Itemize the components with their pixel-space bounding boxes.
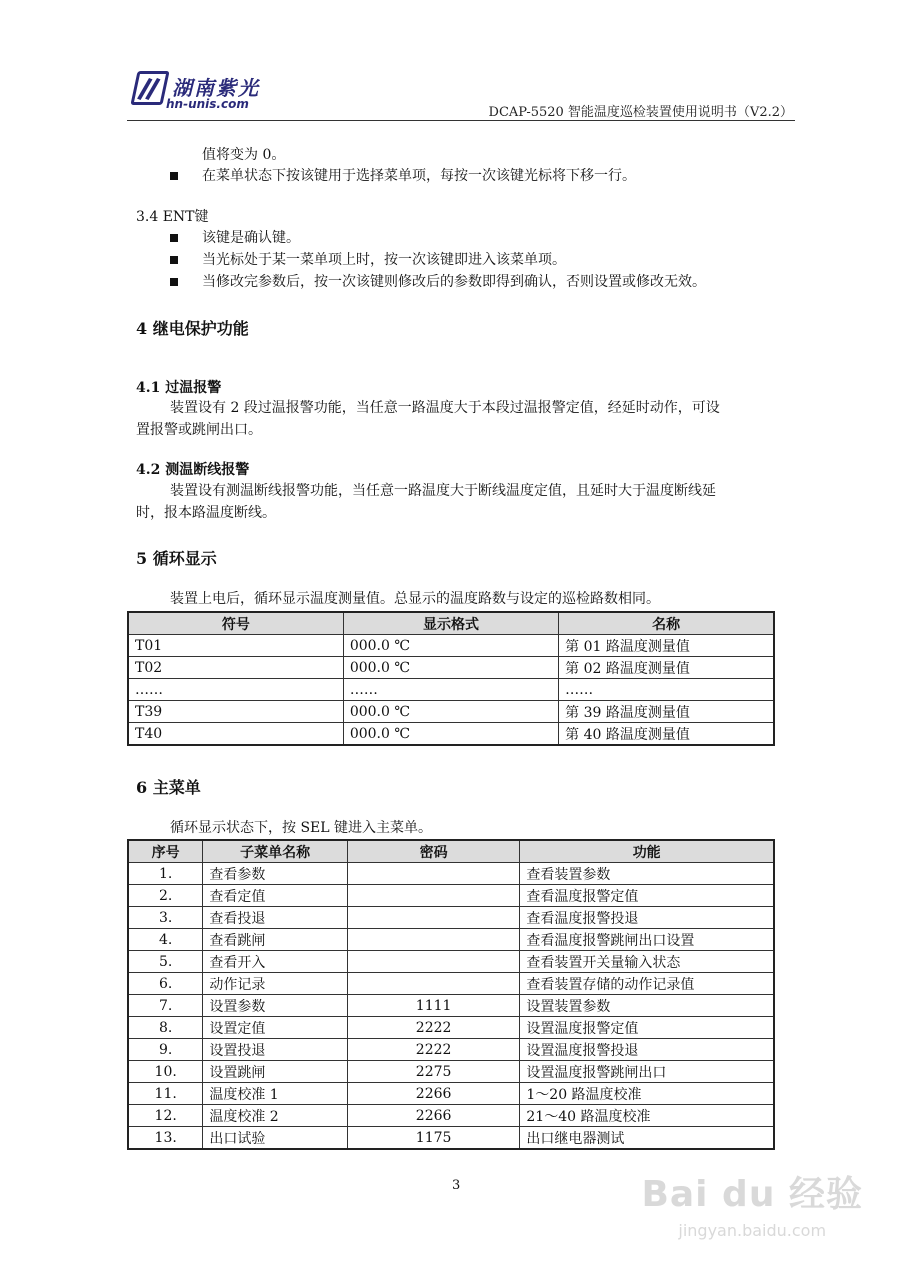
table-cell: …… xyxy=(559,679,774,701)
section-4-1-title: 4.1 过温报警 xyxy=(136,380,222,396)
table-row xyxy=(128,995,774,1017)
table-cell: 查看投退 xyxy=(203,907,348,929)
column-header: 名称 xyxy=(559,612,774,635)
table-cell: 查看开入 xyxy=(203,951,348,973)
column-header: 显示格式 xyxy=(343,612,558,635)
page-number: 3 xyxy=(452,1178,461,1193)
table-cell: 000.0 ℃ xyxy=(343,635,558,657)
table-cell: 2222 xyxy=(347,1017,520,1039)
table-row xyxy=(128,1083,774,1105)
table-cell: 12. xyxy=(128,1105,203,1127)
table-cell: 出口继电器测试 xyxy=(520,1127,774,1150)
table-cell: 7. xyxy=(128,995,203,1017)
document-title: DCAP-5520 智能温度巡检装置使用说明书（V2.2） xyxy=(488,105,793,120)
table-cell: 设置装置参数 xyxy=(520,995,774,1017)
section-4-2-line-1: 装置设有测温断线报警功能，当任意一路温度大于断线温度定值，且延时大于温度断线延 xyxy=(170,483,716,499)
sec34-bullet-3: 当修改完参数后，按一次该键则修改后的参数即得到确认，否则设置或修改无效。 xyxy=(202,274,706,290)
table-row xyxy=(128,701,774,723)
table-cell: 3. xyxy=(128,907,203,929)
table-cell: 温度校准 1 xyxy=(203,1083,348,1105)
table-cell: 查看跳闸 xyxy=(203,929,348,951)
table-row xyxy=(128,1105,774,1127)
table-cell: 设置跳闸 xyxy=(203,1061,348,1083)
table-row xyxy=(128,657,774,679)
section-4-1-line-2: 置报警或跳闸出口。 xyxy=(136,422,262,438)
table-row xyxy=(128,635,774,657)
table-cell: 2222 xyxy=(347,1039,520,1061)
section-6-description: 循环显示状态下，按 SEL 键进入主菜单。 xyxy=(170,820,433,836)
table-row xyxy=(128,885,774,907)
table-cell: 5. xyxy=(128,951,203,973)
table-row xyxy=(128,679,774,701)
table-cell: 查看定值 xyxy=(203,885,348,907)
table-cell: 000.0 ℃ xyxy=(343,723,558,746)
table-cell: 第 01 路温度测量值 xyxy=(559,635,774,657)
table-cell: 动作记录 xyxy=(203,973,348,995)
table-cell xyxy=(347,885,520,907)
table-row xyxy=(128,1039,774,1061)
watermark-brand: Bai du 经验 xyxy=(641,1174,863,1215)
table-cell: …… xyxy=(343,679,558,701)
table-cell: 10. xyxy=(128,1061,203,1083)
table-cell: T40 xyxy=(128,723,343,746)
column-header: 序号 xyxy=(128,840,203,863)
table-cell: 查看温度报警定值 xyxy=(520,885,774,907)
table-cell xyxy=(347,907,520,929)
table-cell xyxy=(347,929,520,951)
logo-chinese-text: 湖南紫光 xyxy=(172,76,260,100)
table-header-row xyxy=(128,840,774,863)
column-header: 功能 xyxy=(520,840,774,863)
table-cell: 1～20 路温度校准 xyxy=(520,1083,774,1105)
watermark-url: jingyan.baidu.com xyxy=(678,1221,827,1240)
sec34-bullet-1: 该键是确认键。 xyxy=(202,230,300,246)
intro-line: 值将变为 0。 xyxy=(202,147,286,163)
table-cell: 8. xyxy=(128,1017,203,1039)
sec34-bullet-2: 当光标处于某一菜单项上时，按一次该键即进入该菜单项。 xyxy=(202,252,566,268)
table-cell: 设置参数 xyxy=(203,995,348,1017)
section-5-description: 装置上电后，循环显示温度测量值。总显示的温度路数与设定的巡检路数相同。 xyxy=(170,591,660,607)
table-cell: 设置定值 xyxy=(203,1017,348,1039)
table-cell: 温度校准 2 xyxy=(203,1105,348,1127)
section-4-1-line-1: 装置设有 2 段过温报警功能，当任意一路温度大于本段过温报警定值，经延时动作，可设 xyxy=(170,400,720,416)
table-cell: T01 xyxy=(128,635,343,657)
table-cell: 13. xyxy=(128,1127,203,1150)
table-cell: 设置温度报警投退 xyxy=(520,1039,774,1061)
table-cell: 第 40 路温度测量值 xyxy=(559,723,774,746)
column-header: 子菜单名称 xyxy=(203,840,348,863)
bullet-icon xyxy=(170,234,178,242)
table-cell: 2. xyxy=(128,885,203,907)
table-cell: 21～40 路温度校准 xyxy=(520,1105,774,1127)
table-row xyxy=(128,973,774,995)
table-row xyxy=(128,951,774,973)
section-6-title: 6 主菜单 xyxy=(136,778,201,797)
table-row xyxy=(128,863,774,885)
table-row xyxy=(128,929,774,951)
table-cell: 第 02 路温度测量值 xyxy=(559,657,774,679)
bullet-icon xyxy=(170,256,178,264)
table-row xyxy=(128,907,774,929)
table-cell: 查看装置开关量输入状态 xyxy=(520,951,774,973)
table-row xyxy=(128,1061,774,1083)
table-cell: 设置温度报警定值 xyxy=(520,1017,774,1039)
table-cell xyxy=(347,973,520,995)
table-cell xyxy=(347,951,520,973)
table-row xyxy=(128,1127,774,1150)
main-menu-table xyxy=(127,839,775,1150)
section-4-2-title: 4.2 测温断线报警 xyxy=(136,462,250,478)
table-cell: 2266 xyxy=(347,1105,520,1127)
company-logo-icon xyxy=(130,71,169,105)
display-format-table xyxy=(127,611,775,746)
table-cell: T02 xyxy=(128,657,343,679)
section-4-2-line-2: 时，报本路温度断线。 xyxy=(136,505,276,521)
table-cell: 查看装置参数 xyxy=(520,863,774,885)
table-cell: 1175 xyxy=(347,1127,520,1150)
table-cell: 设置温度报警跳闸出口 xyxy=(520,1061,774,1083)
table-cell: 查看参数 xyxy=(203,863,348,885)
table-cell: 第 39 路温度测量值 xyxy=(559,701,774,723)
section-3-4-title: 3.4 ENT键 xyxy=(136,209,209,225)
table-cell xyxy=(347,863,520,885)
table-cell: 1111 xyxy=(347,995,520,1017)
table-cell: 1. xyxy=(128,863,203,885)
section-5-title: 5 循环显示 xyxy=(136,549,217,568)
table-cell: 000.0 ℃ xyxy=(343,657,558,679)
bullet-icon xyxy=(170,172,178,180)
table-cell: 000.0 ℃ xyxy=(343,701,558,723)
table-cell: 4. xyxy=(128,929,203,951)
table-cell: T39 xyxy=(128,701,343,723)
table-row xyxy=(128,1017,774,1039)
logo-domain-text: hn-unis.com xyxy=(166,97,249,111)
intro-bullet-text: 在菜单状态下按该键用于选择菜单项，每按一次该键光标将下移一行。 xyxy=(202,168,636,184)
table-cell: 出口试验 xyxy=(203,1127,348,1150)
table-header-row xyxy=(128,612,774,635)
table-cell: 2266 xyxy=(347,1083,520,1105)
table-cell: 查看温度报警投退 xyxy=(520,907,774,929)
header-divider xyxy=(127,120,795,121)
table-cell: 11. xyxy=(128,1083,203,1105)
table-cell: 设置投退 xyxy=(203,1039,348,1061)
bullet-icon xyxy=(170,278,178,286)
baidu-watermark xyxy=(641,1166,863,1240)
section-4-title: 4 继电保护功能 xyxy=(136,319,249,338)
table-cell: …… xyxy=(128,679,343,701)
table-cell: 2275 xyxy=(347,1061,520,1083)
column-header: 符号 xyxy=(128,612,343,635)
column-header: 密码 xyxy=(347,840,520,863)
table-cell: 查看温度报警跳闸出口设置 xyxy=(520,929,774,951)
table-row xyxy=(128,723,774,746)
table-cell: 查看装置存储的动作记录值 xyxy=(520,973,774,995)
table-cell: 9. xyxy=(128,1039,203,1061)
table-cell: 6. xyxy=(128,973,203,995)
